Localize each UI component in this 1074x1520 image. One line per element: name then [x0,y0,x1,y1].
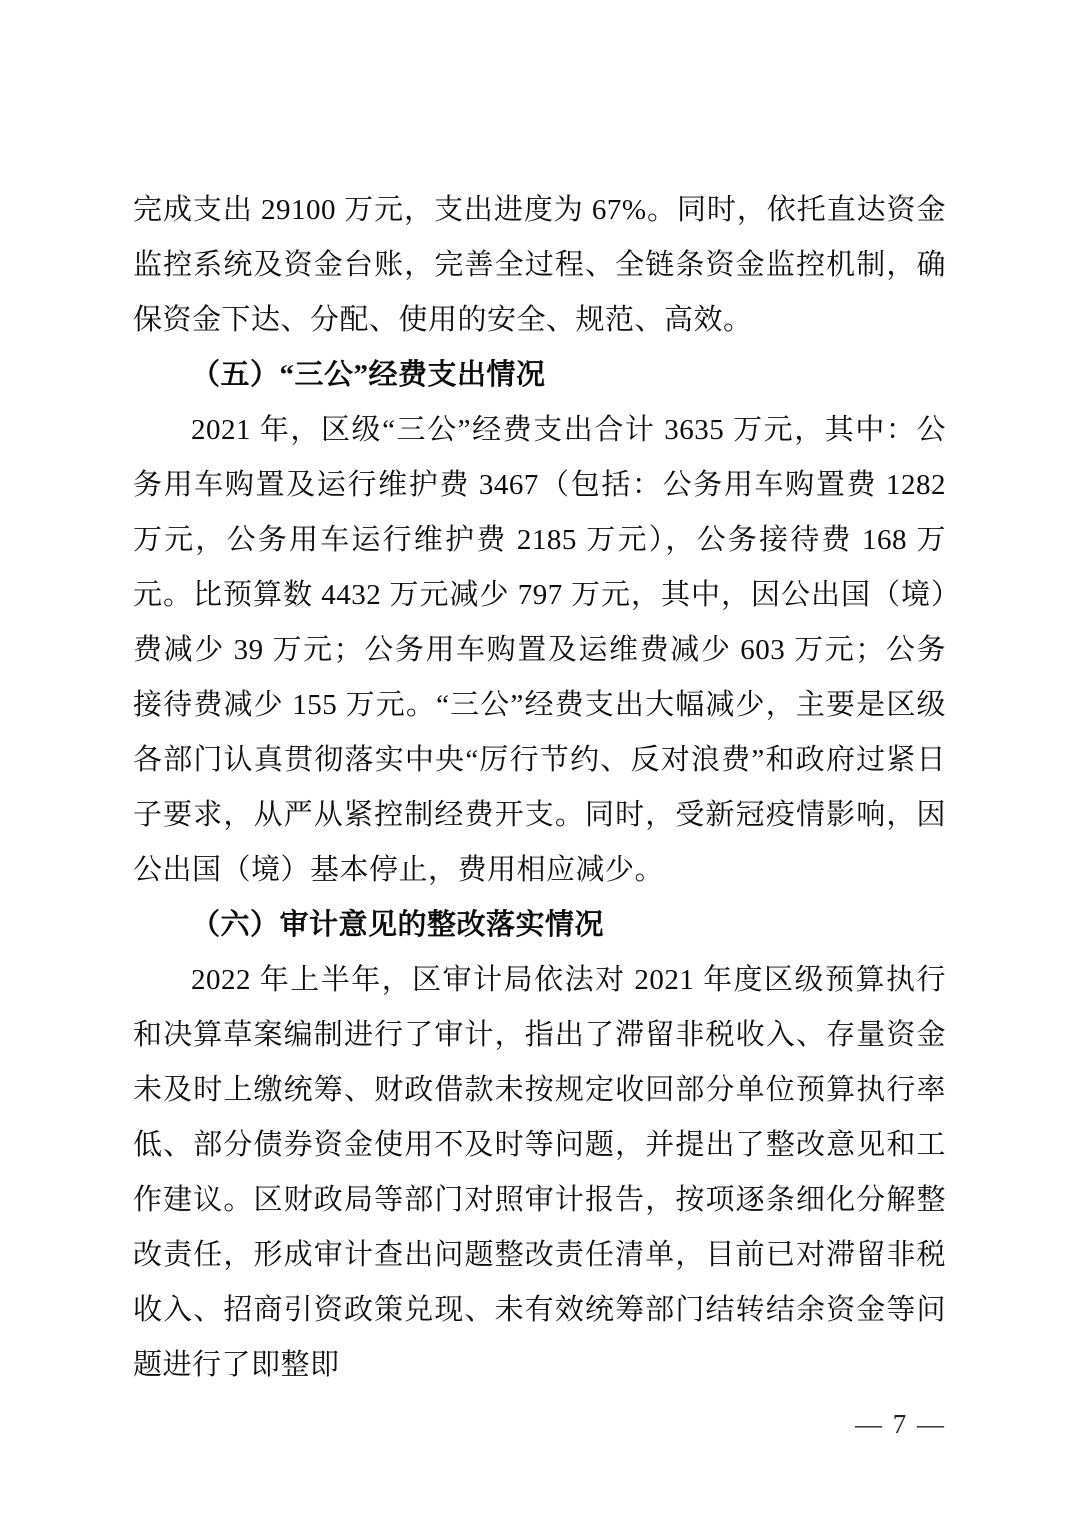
page-footer [855,1404,946,1444]
paragraph-direct-funds-supervision: 完成支出 29100 万元，支出进度为 67%。同时，依托直达资金监控系统及资金台账，完善全过程、全链条资金监控机制，确保资金下达、分配、使用的安全、规范、高效。 [133,194,946,336]
heading-section-6-audit-rectification: （六）审计意见的整改落实情况 [191,909,605,941]
report-text-block [133,183,946,1393]
page-number: — 7 — [855,1409,946,1439]
heading-section-5-three-public-expenses: （五）“三公”经费支出情况 [191,359,546,391]
paragraph-audit-rectification-detail: 2022 年上半年，区审计局依法对 2021 年度区级预算执行和决算草案编制进行了审计，指出了滞留非税收入、存量资金未及时上缴统筹、财政借款未按规定收回部分单位预算执行率低、部分债券资金使用不及时等问题，并提出了整改意见和工作建议。区财政局等部门对照审计报告，按项逐条细化分解整改责任，形成审计查出问题整改责任清单，目前已对滞留非税收入、招商引资政策兑现、未有效统筹部门结转结余资金等问题进行了即整即 [133,964,946,1381]
paragraph-three-public-expenses-detail: 2021 年，区级“三公”经费支出合计 3635 万元，其中：公务用车购置及运行维护费 3467（包括：公务用车购置费 1282 万元，公务用车运行维护费 2185 万元），公务接待费 168 万元。比预算数 4432 万元减少 797 万元，其中，因公出国（境）费减少 39 万元；公务用车购置及运维费减少 603 万元；公务接待费减少 155 万元。“三公”经费支出大幅减少，主要是区级各部门认真贯彻落实中央“厉行节约、反对浪费”和政府过紧日子要求，从严从紧控制经费开支。同时，受新冠疫情影响，因公出国（境）基本停止，费用相应减少。 [133,414,946,886]
